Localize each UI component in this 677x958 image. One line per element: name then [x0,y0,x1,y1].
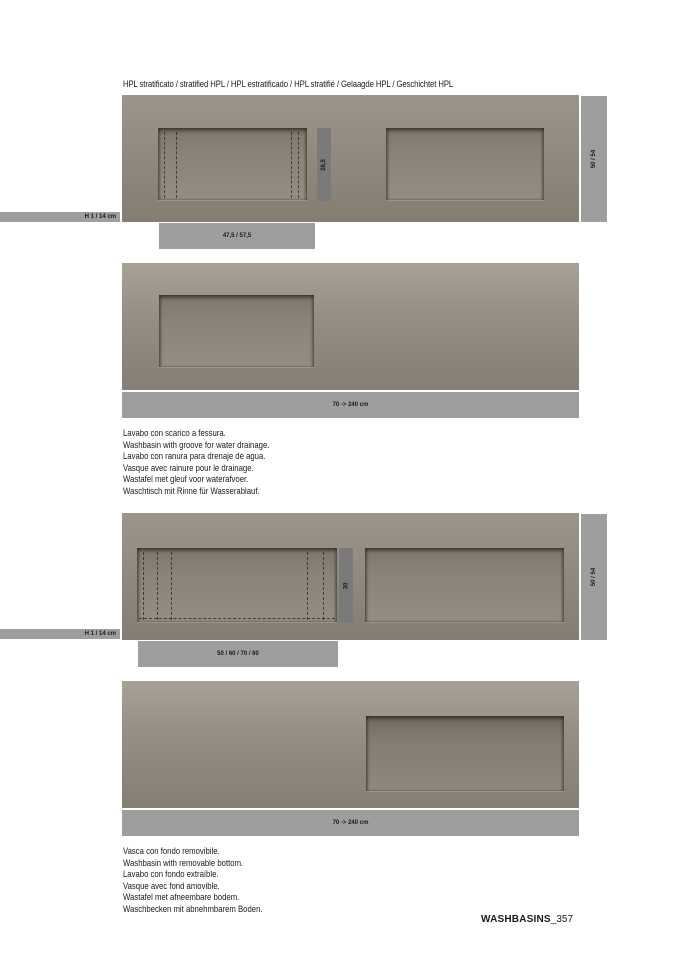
bowl-depth-dimension-2: 30 [339,548,353,623]
basin-groove [159,295,314,367]
section-name: WASHBASINS [481,914,551,925]
double-basin-top-view-1 [122,95,579,222]
washbasin-removable-view [122,681,579,808]
materials-header: HPL stratificato / stratified HPL / HPL estratificado / HPL stratifié / Gelaagde HPL / Geschichtet HPL [123,79,454,89]
double-basin-top-view-2 [122,513,579,640]
bowl-depth-dimension: 28,5 [317,128,331,201]
height-dimension: H 1 / 14 cm [0,212,120,222]
depth-dimension: 50 / 54 [581,96,607,222]
washbasin-groove-view [122,263,579,390]
depth-dimension-2: 50 / 54 [581,514,607,640]
description-removable: Vasca con fondo removibile. Washbasin with removable bottom. Lavabo con fondo extraíble. Vasque avec fond amovible. Wastafel met afneembare bodem. Waschbecken mit abnehmbarem Boden. [123,846,263,914]
page-footer [481,914,573,925]
height-dimension-2: H 1 / 14 cm [0,629,120,639]
basin-removable [366,716,564,791]
description-groove: Lavabo con scarico a fessura. Washbasin with groove for water drainage. Lavabo con ranura para drenaje de agua. Vasque avec rainure pour le drainage. Wastafel met gleuf voor waterafvoer. Waschtisch mit Rinne für Wasserablauf. [123,428,270,496]
page-number: _357 [550,914,574,925]
basin-removable-bottom-left [137,548,337,622]
length-dimension: 70 -> 240 cm [122,392,579,418]
bowl-width-dimension: 47,5 / 57,5 [159,223,315,249]
bowl-width-dimension-2: 50 / 60 / 70 / 80 [138,641,338,667]
basin-right [386,128,544,200]
basin-with-drain-groove [158,128,307,200]
basin-removable-bottom-right [365,548,564,622]
length-dimension-2: 70 -> 240 cm [122,810,579,836]
